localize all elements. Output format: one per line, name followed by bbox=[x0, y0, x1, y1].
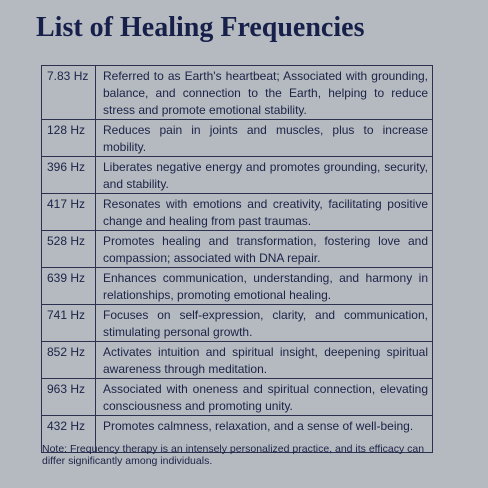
description-cell: Activates intuition and spiritual insight, deepening spiritual awareness through meditation. bbox=[96, 342, 433, 379]
description-cell: Enhances communication, understanding, and harmony in relationships, promoting emotional healing. bbox=[96, 268, 433, 305]
table-row bbox=[42, 120, 433, 157]
table-row bbox=[42, 66, 433, 120]
table-row bbox=[42, 157, 433, 194]
table-row bbox=[42, 342, 433, 379]
description-cell: Resonates with emotions and creativity, facilitating positive change and healing from past traumas. bbox=[96, 194, 433, 231]
description-cell: Promotes healing and transformation, fostering love and compassion; associated with DNA repair. bbox=[96, 231, 433, 268]
table-row bbox=[42, 194, 433, 231]
description-cell: Associated with oneness and spiritual connection, elevating consciousness and promoting unity. bbox=[96, 379, 433, 416]
table-row bbox=[42, 305, 433, 342]
frequency-cell: 128 Hz bbox=[42, 120, 96, 157]
frequency-cell: 741 Hz bbox=[42, 305, 96, 342]
frequency-cell: 396 Hz bbox=[42, 157, 96, 194]
table-row bbox=[42, 268, 433, 305]
page-title: List of Healing Frequencies bbox=[36, 12, 365, 43]
frequency-table bbox=[41, 65, 433, 453]
table-row bbox=[42, 379, 433, 416]
frequency-cell: 7.83 Hz bbox=[42, 66, 96, 120]
footnote: Note: Frequency therapy is an intensely personalized practice, and its efficacy can differ significantly among individuals. bbox=[42, 443, 425, 467]
description-cell: Focuses on self-expression, clarity, and communication, stimulating personal growth. bbox=[96, 305, 433, 342]
description-cell: Liberates negative energy and promotes grounding, security, and stability. bbox=[96, 157, 433, 194]
table-row bbox=[42, 231, 433, 268]
description-cell: Reduces pain in joints and muscles, plus to increase mobility. bbox=[96, 120, 433, 157]
description-cell: Promotes calmness, relaxation, and a sense of well-being. bbox=[96, 416, 433, 453]
frequency-cell: 432 Hz bbox=[42, 416, 96, 453]
description-cell: Referred to as Earth's heartbeat; Associated with grounding, balance, and connection to the Earth, helping to reduce stress and promote emotional stability. bbox=[96, 66, 433, 120]
frequency-cell: 528 Hz bbox=[42, 231, 96, 268]
frequency-cell: 639 Hz bbox=[42, 268, 96, 305]
frequency-cell: 963 Hz bbox=[42, 379, 96, 416]
frequency-cell: 417 Hz bbox=[42, 194, 96, 231]
frequency-cell: 852 Hz bbox=[42, 342, 96, 379]
